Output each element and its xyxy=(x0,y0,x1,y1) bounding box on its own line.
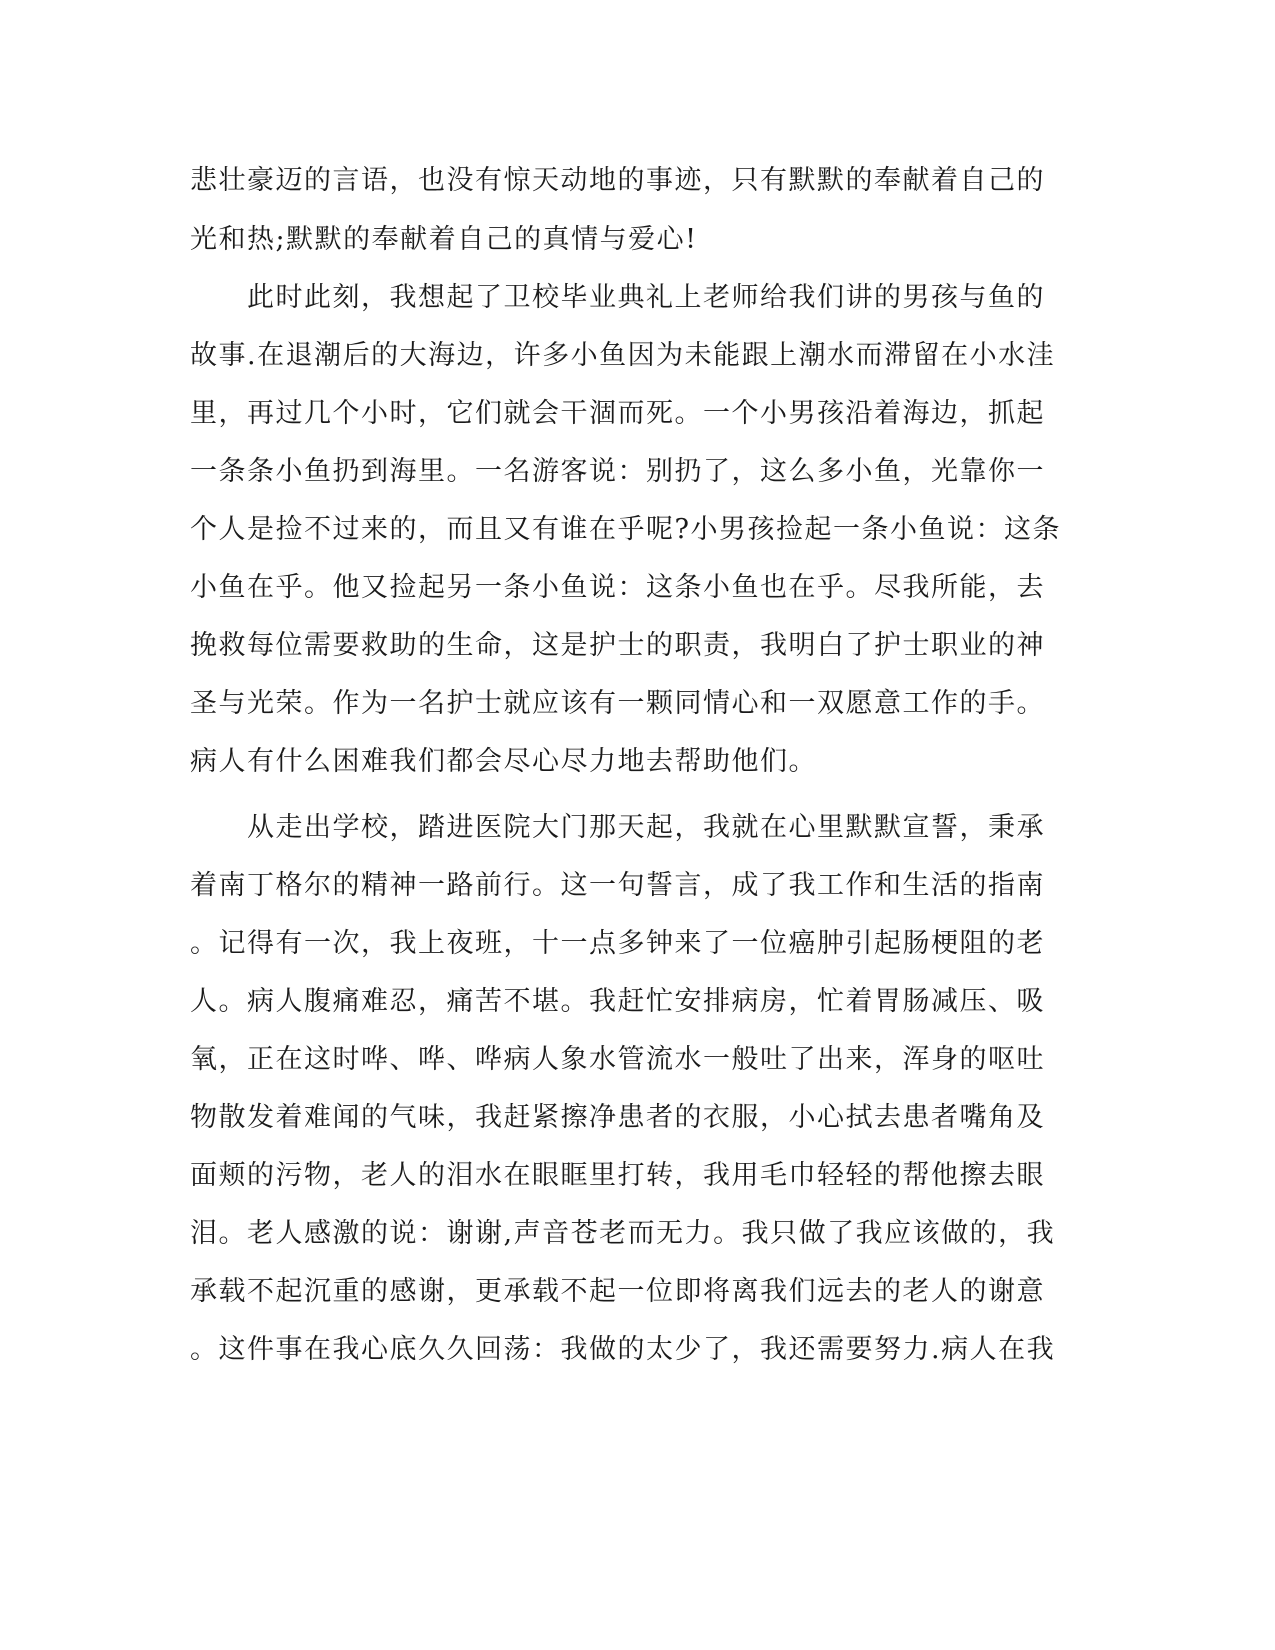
text-line: 一条条小鱼扔到海里。一名游客说：别扔了，这么多小鱼，光靠你一 xyxy=(190,456,1045,487)
text-line: 光和热;默默的奉献着自己的真情与爱心! xyxy=(190,224,698,255)
text-line: 里，再过几个小时，它们就会干涸而死。一个小男孩沿着海边，抓起 xyxy=(190,398,1045,429)
text-line: 圣与光荣。作为一名护士就应该有一颗同情心和一双愿意工作的手。 xyxy=(190,688,1045,719)
text-line: 泪。老人感激的说：谢谢,声音苍老而无力。我只做了我应该做的，我 xyxy=(190,1218,1056,1249)
text-line: 氧，正在这时哗、哗、哗病人象水管流水一般吐了出来，浑身的呕吐 xyxy=(190,1044,1045,1075)
text-line: 从走出学校，踏进医院大门那天起，我就在心里默默宣誓，秉承 xyxy=(190,812,1045,843)
text-line: 悲壮豪迈的言语，也没有惊天动地的事迹，只有默默的奉献着自己的 xyxy=(190,165,1045,196)
text-line: 着南丁格尔的精神一路前行。这一句誓言，成了我工作和生活的指南 xyxy=(190,870,1045,901)
text-line: 此时此刻，我想起了卫校毕业典礼上老师给我们讲的男孩与鱼的 xyxy=(190,282,1045,313)
text-line: 病人有什么困难我们都会尽心尽力地去帮助他们。 xyxy=(190,746,817,777)
text-line: 小鱼在乎。他又捡起另一条小鱼说：这条小鱼也在乎。尽我所能，去 xyxy=(190,572,1045,603)
text-line: 。记得有一次，我上夜班，十一点多钟来了一位癌肿引起肠梗阻的老 xyxy=(190,928,1045,959)
text-line: 人。病人腹痛难忍，痛苦不堪。我赶忙安排病房，忙着胃肠减压、吸 xyxy=(190,986,1045,1017)
text-line: 故事.在退潮后的大海边，许多小鱼因为未能跟上潮水而滞留在小水洼 xyxy=(190,340,1056,371)
text-line: 个人是捡不过来的，而且又有谁在乎呢?小男孩捡起一条小鱼说：这条 xyxy=(190,514,1061,545)
text-line: 。这件事在我心底久久回荡：我做的太少了，我还需要努力.病人在我 xyxy=(190,1334,1056,1365)
text-line: 挽救每位需要救助的生命，这是护士的职责，我明白了护士职业的神 xyxy=(190,630,1045,661)
text-line: 承载不起沉重的感谢，更承载不起一位即将离我们远去的老人的谢意 xyxy=(190,1276,1045,1307)
text-line: 面颊的污物，老人的泪水在眼眶里打转，我用毛巾轻轻的帮他擦去眼 xyxy=(190,1160,1045,1191)
text-line: 物散发着难闻的气味，我赶紧擦净患者的衣服，小心拭去患者嘴角及 xyxy=(190,1102,1045,1133)
